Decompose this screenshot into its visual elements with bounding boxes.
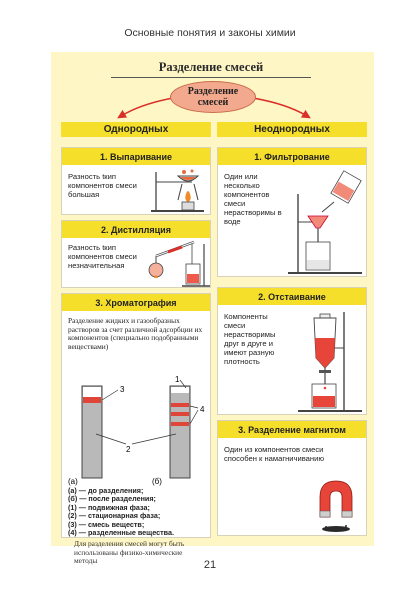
method-description: Разность tкип компонентов смеси большая [68,172,137,199]
legend-item: (4) — разделенные вещества. [68,528,174,538]
method-heading: 1. Фильтрование [218,148,366,165]
method-heading: 2. Отстаивание [218,288,366,305]
root-node [170,81,256,113]
method-magnet [217,420,367,536]
horseshoe-magnet-icon [310,477,362,535]
chromatography-columns-icon [66,376,208,486]
column-label-b: (б) [152,477,162,486]
method-description: Компоненты смеси нерастворимы друг в друге и имеют разную плотность [224,312,276,366]
method-filtration [217,147,367,277]
column-label-2: 2 [126,445,131,454]
legend-item: (2) — стационарная фаза; [68,511,161,521]
method-settling [217,287,367,415]
method-heading: 3. Разделение магнитом [218,421,366,438]
chromatography-note: Для разделения смесей могут быть использованы физико-химические методы [74,539,185,566]
column-label-3: 3 [120,385,125,394]
method-chromatography [61,293,211,566]
category-homogeneous: Однородных [61,122,211,137]
legend-item: (1) — подвижная фаза; [68,502,150,512]
column-label-4: 4 [200,405,205,414]
method-heading: 3. Хроматография [62,294,210,311]
method-evaporation [61,147,211,215]
chromatography-legend [68,487,208,537]
method-description: Разделение жидких и газообразных растворов за счет различной адсорбции их компонентов (специально подобранными веществами) [68,316,203,351]
method-description: Разность tкип компонентов смеси незначительная [68,243,137,270]
legend-item: (а) — до разделения; [68,486,144,495]
legend-item: (3) — смесь веществ; [68,519,145,529]
evaporation-apparatus-icon [148,168,208,214]
method-heading: 2. Дистилляция [62,221,210,238]
distillation-apparatus-icon [142,240,210,288]
running-header: Основные понятия и законы химии [124,27,296,39]
method-description: Один или несколько компонентов смеси нерастворимы в воде [224,172,282,226]
root-node-label: Разделение смесей [187,86,239,108]
filtration-apparatus-icon [282,168,366,276]
method-description: Один из компонентов смеси способен к намагничиванию [224,445,325,463]
page-number: 21 [203,559,217,571]
diagram-title: Разделение смесей [111,60,311,78]
category-heterogeneous: Неоднородных [217,122,367,137]
separatory-funnel-icon [288,308,366,414]
column-label-1: 1 [175,376,180,384]
column-label-a: (а) [68,477,78,486]
method-heading: 1. Выпаривание [62,148,210,165]
method-distillation [61,220,211,288]
legend-item: (б) — после разделения; [68,494,156,504]
